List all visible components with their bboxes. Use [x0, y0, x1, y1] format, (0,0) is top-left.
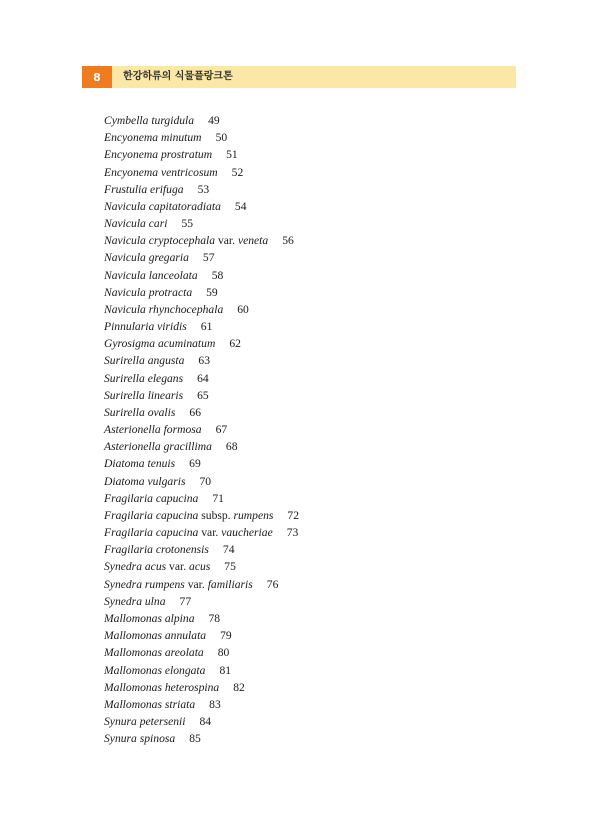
- index-entry: [104, 215, 299, 232]
- page-reference: 83: [209, 697, 221, 711]
- species-name: [104, 354, 184, 367]
- taxon-name-part: familiaris: [207, 577, 253, 591]
- index-entry: [104, 576, 299, 593]
- taxon-name-part: Synura spinosa: [104, 732, 176, 746]
- taxon-name-part: Navicula rhynchocephala: [104, 302, 224, 316]
- taxon-name-part: Encyonema ventricosum: [104, 165, 218, 179]
- species-name: [104, 595, 166, 608]
- index-entry: [104, 438, 299, 455]
- index-entry: [104, 455, 299, 472]
- species-name: [104, 303, 223, 316]
- species-name: [104, 543, 209, 556]
- taxon-name-part: Navicula protracta: [104, 285, 193, 299]
- index-entry: [104, 146, 299, 163]
- page-reference: 56: [282, 234, 294, 248]
- taxon-name-part: Mallomonas striata: [104, 697, 196, 711]
- taxon-name-part: Synedra acus: [104, 560, 167, 574]
- taxon-name-part: Gyrosigma acuminatum: [104, 337, 216, 351]
- taxon-name-part: veneta: [237, 234, 269, 248]
- page-reference: 58: [211, 268, 224, 282]
- taxon-name-part: Encyonema prostratum: [104, 148, 213, 162]
- index-entry: [104, 181, 299, 198]
- page-number-badge: 8: [82, 66, 112, 88]
- index-entry: [104, 421, 299, 438]
- species-name: [104, 406, 175, 419]
- taxon-name-part: Mallomonas annulata: [104, 629, 207, 643]
- taxon-name-part: Synedra rumpens: [104, 577, 185, 591]
- page-reference: 79: [220, 629, 232, 643]
- index-entry: [104, 627, 299, 644]
- taxon-name-part: Navicula capitatoradiata: [104, 199, 221, 213]
- page-reference: 75: [224, 560, 236, 574]
- page-reference: 52: [231, 165, 244, 179]
- species-name: [104, 629, 206, 642]
- page-reference: 66: [189, 405, 201, 419]
- index-entry: [104, 164, 299, 181]
- taxon-name-part: Fragilaria capucina: [104, 491, 199, 505]
- page-reference: 71: [212, 491, 224, 505]
- index-entry: [104, 129, 299, 146]
- rank-label: var.: [215, 234, 238, 248]
- page-reference: 68: [225, 440, 238, 454]
- page-reference: 65: [197, 388, 209, 402]
- species-name: [104, 457, 175, 470]
- species-name: [104, 560, 210, 573]
- species-name: [104, 612, 195, 625]
- species-name: [104, 440, 212, 453]
- page-reference: 55: [181, 217, 194, 231]
- page-reference: 49: [208, 114, 220, 127]
- taxon-name-part: Frustulia erifuga: [104, 182, 184, 196]
- index-entry: [104, 352, 299, 369]
- taxon-name-part: Mallomonas heterospina: [104, 680, 220, 694]
- index-entry: [104, 370, 299, 387]
- species-name: [104, 148, 212, 161]
- taxon-name-part: rumpens: [233, 508, 274, 522]
- taxon-name-part: Synura petersenii: [104, 715, 186, 729]
- taxon-name-part: Navicula cari: [104, 217, 168, 231]
- taxon-name-part: Fragilaria capucina: [104, 508, 199, 522]
- species-name: [104, 372, 183, 385]
- page-reference: 67: [215, 423, 228, 437]
- species-name: [104, 114, 194, 127]
- species-name: [104, 166, 218, 179]
- species-name: [104, 337, 215, 350]
- species-name: [104, 681, 219, 694]
- index-entry: [104, 335, 299, 352]
- index-entry: [104, 524, 299, 541]
- taxon-name-part: Surirella elegans: [104, 371, 184, 385]
- index-entry: [104, 301, 299, 318]
- page-reference: 70: [199, 474, 212, 488]
- page-reference: 54: [234, 199, 247, 213]
- taxon-name-part: Encyonema minutum: [104, 131, 202, 145]
- species-name: [104, 234, 268, 247]
- taxon-name-part: Synedra ulna: [104, 594, 166, 608]
- taxon-name-part: Navicula gregaria: [104, 251, 189, 265]
- index-entry: [104, 507, 299, 524]
- index-entry: [104, 232, 299, 249]
- page-reference: 82: [233, 680, 245, 694]
- species-name: [104, 664, 205, 677]
- index-entry: [104, 713, 299, 730]
- index-entry: [104, 644, 299, 661]
- index-entry: [104, 267, 299, 284]
- taxon-name-part: Mallomonas areolata: [104, 646, 204, 660]
- running-header-title: 한강하류의 식물플랑크톤: [123, 71, 233, 82]
- index-entry: [104, 198, 299, 215]
- index-entry: [104, 284, 299, 301]
- rank-label: subsp.: [198, 508, 234, 522]
- taxon-name-part: Pinnularia viridis: [104, 320, 187, 334]
- species-name: [104, 578, 253, 591]
- species-name: [104, 217, 167, 230]
- taxon-name-part: Mallomonas elongata: [104, 663, 206, 677]
- page-reference: 80: [217, 646, 230, 660]
- index-entry: [104, 404, 299, 421]
- page-reference: 74: [222, 543, 235, 557]
- index-entry: [104, 473, 299, 490]
- page-reference: 51: [226, 148, 238, 162]
- species-name: [104, 286, 192, 299]
- species-name: [104, 475, 185, 488]
- species-name: [104, 131, 202, 144]
- page-reference: 84: [199, 715, 212, 729]
- page-reference: 57: [202, 251, 215, 265]
- page-reference: 73: [286, 526, 299, 540]
- index-entry: [104, 696, 299, 713]
- index-entry: [104, 318, 299, 335]
- page-reference: 69: [189, 457, 201, 471]
- index-entry: [104, 490, 299, 507]
- species-name: [104, 732, 175, 745]
- species-index-list: [104, 112, 299, 747]
- index-entry: [104, 558, 299, 575]
- taxon-name-part: vaucheriae: [221, 526, 273, 540]
- index-entry: [104, 112, 299, 129]
- page-reference: 77: [179, 594, 192, 608]
- page-reference: 59: [206, 285, 218, 299]
- species-name: [104, 646, 204, 659]
- taxon-name-part: acus: [189, 560, 211, 574]
- rank-label: var.: [166, 560, 190, 574]
- taxon-name-part: Asterionella formosa: [104, 423, 202, 437]
- taxon-name-part: Surirella linearis: [104, 388, 184, 402]
- species-name: [104, 715, 185, 728]
- index-entry: [104, 593, 299, 610]
- species-name: [104, 509, 273, 522]
- taxon-name-part: Asterionella gracillima: [104, 440, 212, 454]
- page-reference: 62: [229, 337, 241, 351]
- taxon-name-part: Fragilaria capucina: [104, 526, 199, 540]
- page-reference: 60: [237, 302, 249, 316]
- page-reference: 53: [197, 182, 210, 196]
- page-reference: 76: [266, 577, 279, 591]
- taxon-name-part: Fragilaria crotonensis: [104, 543, 209, 557]
- rank-label: var.: [184, 577, 208, 591]
- page-reference: 50: [215, 131, 228, 145]
- page-reference: 78: [208, 611, 221, 625]
- species-name: [104, 269, 198, 282]
- taxon-name-part: Cymbella turgidula: [104, 114, 195, 127]
- taxon-name-part: Navicula lanceolata: [104, 268, 198, 282]
- species-name: [104, 200, 221, 213]
- species-name: [104, 251, 189, 264]
- taxon-name-part: Navicula cryptocephala: [104, 234, 216, 248]
- index-entry: [104, 387, 299, 404]
- species-name: [104, 526, 273, 539]
- index-entry: [104, 662, 299, 679]
- species-name: [104, 320, 187, 333]
- species-name: [104, 492, 198, 505]
- page-reference: 81: [219, 663, 232, 677]
- page-reference: 61: [200, 320, 213, 334]
- species-name: [104, 389, 183, 402]
- page-reference: 72: [287, 508, 300, 522]
- taxon-name-part: Mallomonas alpina: [104, 611, 195, 625]
- species-name: [104, 423, 202, 436]
- rank-label: var.: [198, 526, 222, 540]
- index-entry: [104, 249, 299, 266]
- taxon-name-part: Surirella ovalis: [104, 405, 176, 419]
- page-reference: 64: [197, 371, 209, 385]
- species-name: [104, 698, 195, 711]
- index-entry: [104, 730, 299, 747]
- species-name: [104, 183, 184, 196]
- page-reference: 63: [198, 354, 211, 368]
- taxon-name-part: Diatoma tenuis: [104, 457, 176, 471]
- index-entry: [104, 679, 299, 696]
- taxon-name-part: Surirella angusta: [104, 354, 185, 368]
- index-entry: [104, 541, 299, 558]
- index-entry: [104, 610, 299, 627]
- page-reference: 85: [189, 732, 201, 746]
- taxon-name-part: Diatoma vulgaris: [104, 474, 186, 488]
